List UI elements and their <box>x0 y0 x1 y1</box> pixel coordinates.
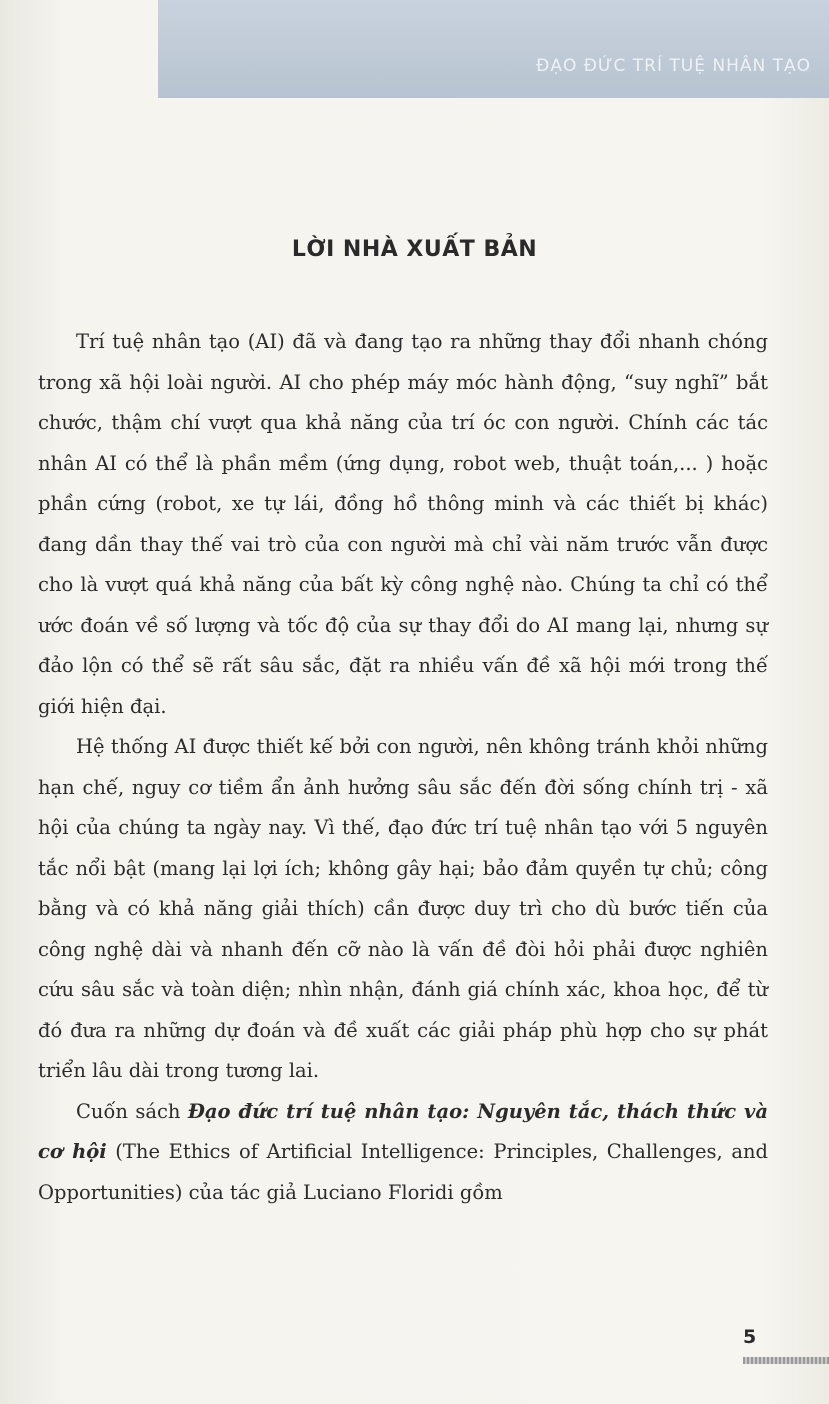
page-title: LỜI NHÀ XUẤT BẢN <box>291 237 538 262</box>
body-text <box>38 322 768 1213</box>
paragraph-3-rest: (The Ethics of Artificial Intelligence: Principles, Challenges, and Opportunities) của tác giả Luciano Floridi gồm <box>38 1140 768 1204</box>
paragraph-3 <box>38 1092 768 1214</box>
paragraph-3-lead: Cuốn sách <box>76 1099 188 1123</box>
running-title: ĐẠO ĐỨC TRÍ TUỆ NHÂN TẠO <box>536 56 811 76</box>
paragraph-1: Trí tuệ nhân tạo (AI) đã và đang tạo ra những thay đổi nhanh chóng trong xã hội loài người. AI cho phép máy móc hành động, “suy nghĩ” bắt chước, thậm chí vượt qua khả năng của trí óc con người. Chính các tác nhân AI có thể là phần mềm (ứng dụng, robot web, thuật toán,... ) hoặc phần cứng (robot, xe tự lái, đồng hồ thông minh và các thiết bị khác) đang dần thay thế vai trò của con người mà chỉ vài năm trước vẫn được cho là vượt quá khả năng của bất kỳ công nghệ nào. Chúng ta chỉ có thể ước đoán về số lượng và tốc độ của sự thay đổi do AI mang lại, nhưng sự đảo lộn có thể sẽ rất sâu sắc, đặt ra nhiều vấn đề xã hội mới trong thế giới hiện đại. <box>38 330 768 718</box>
paragraph-2: Hệ thống AI được thiết kế bởi con người, nên không tránh khỏi những hạn chế, nguy cơ tiềm ẩn ảnh hưởng sâu sắc đến đời sống chính trị - xã hội của chúng ta ngày nay. Vì thế, đạo đức trí tuệ nhân tạo với 5 nguyên tắc nổi bật (mang lại lợi ích; không gây hại; bảo đảm quyền tự chủ; công bằng và có khả năng giải thích) cần được duy trì cho dù bước tiến của công nghệ dài và nhanh đến cỡ nào là vấn đề đòi hỏi phải được nghiên cứu sâu sắc và toàn diện; nhìn nhận, đánh giá chính xác, khoa học, để từ đó đưa ra những dự đoán và đề xuất các giải pháp phù hợp cho sự phát triển lâu dài trong tương lai. <box>38 735 768 1082</box>
page-number: 5 <box>743 1326 757 1348</box>
running-header <box>158 0 829 98</box>
book-title: Đạo đức trí tuệ nhân tạo: Nguyên tắc, thách thức và cơ hội <box>38 1099 769 1163</box>
footer-rule <box>743 1357 829 1364</box>
